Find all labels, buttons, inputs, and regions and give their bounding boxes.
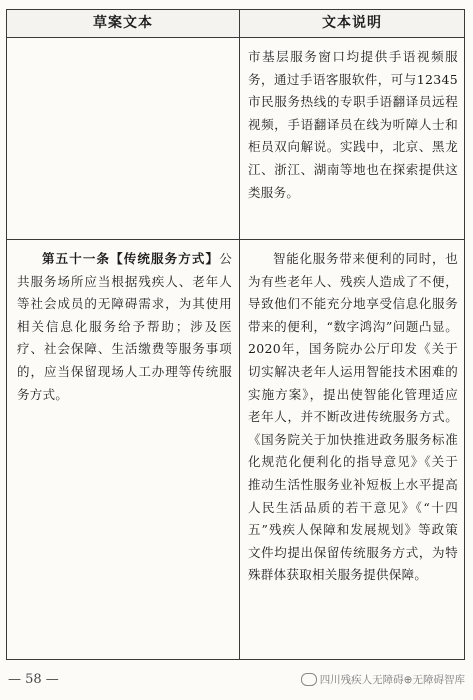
header-text-explanation: 文本说明: [240, 10, 464, 37]
row2-article: [17, 248, 232, 406]
header-divider: [7, 37, 464, 38]
row1-explanation: 市基层服务窗口均提供手语视频服务，通过手语客服软件，可与12345市民服务热线的专职手语翻译员远程视频，手语翻译员在线为听障人士和柜员双向解说。实践中，北京、黑龙江、浙江、湖南等地也在探索提供这类服务。: [248, 49, 458, 200]
page-number: — 58 —: [8, 672, 59, 687]
watermark-text: 四川残疾人无障碍⊕无障碍智库: [319, 674, 465, 686]
article-title: 第五十一条【传统服务方式】: [42, 251, 220, 266]
header-draft-text: 草案文本: [7, 10, 239, 37]
watermark: [301, 672, 465, 687]
content-table: [6, 9, 465, 660]
row-divider: [7, 239, 464, 240]
wechat-icon: [301, 673, 317, 686]
column-divider: [239, 10, 240, 659]
article-body: 公共服务场所应当根据残疾人、老年人等社会成员的无障碍需求，为其使用相关信息化服务给予帮助；涉及医疗、社会保障、生活缴费等服务事项的，应当保留现场人工办理等传统服务方式。: [17, 251, 232, 402]
row2-explanation: 智能化服务带来便利的同时，也为有些老年人、残疾人造成了不便，导致他们不能充分地享受信息化服务带来的便利，“数字鸿沟”问题凸显。2020年，国务院办公厅印发《关于切实解决老年人运用智能技术困难的实施方案》，提出使智能化管理适应老年人，并不断改进传统服务方式。《国务院关于加快推进政务服务标准化规范化便利化的指导意见》《关于推动生活性服务业补短板上水平提高人民生活品质的若干意见》《“十四五”残疾人保障和发展规划》等政策文件均提出保留传统服务方式，为特殊群体获取相关服务提供保障。: [248, 251, 458, 583]
